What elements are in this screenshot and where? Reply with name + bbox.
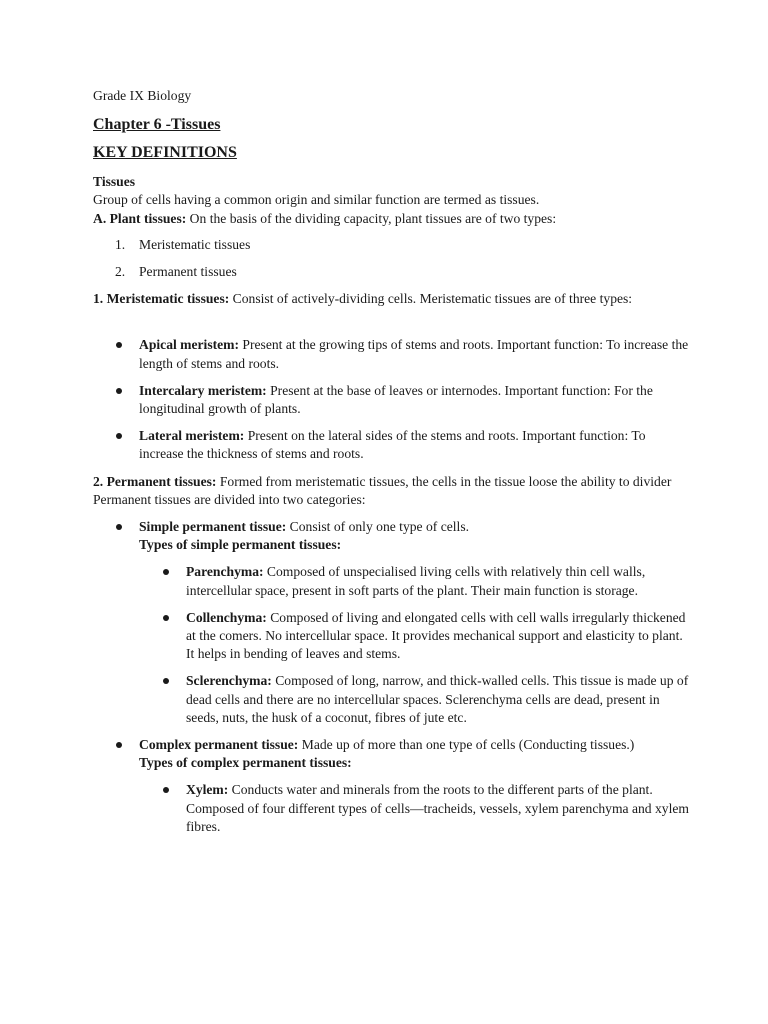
list-number: 1. xyxy=(115,236,126,252)
permanent-label: 2. Permanent tissues: xyxy=(93,473,217,489)
bullet-icon xyxy=(116,342,122,348)
bullet-icon xyxy=(116,524,122,530)
bullet-icon xyxy=(163,678,169,684)
item-label: Parenchyma: xyxy=(186,564,264,580)
list-item xyxy=(93,336,693,372)
list-item-text: Permanent tissues xyxy=(139,264,237,280)
item-text: Composed of living and elongated cells with cell walls irregularly thickened at the comers. No intercellular space. It provides mechanical support and elasticity to plant. It helps in bending of leaves and stems. xyxy=(186,609,686,662)
list-item xyxy=(93,563,693,599)
item-text: Present on the lateral sides of the stems and roots. Important function: To increase the thickness of stems and roots. xyxy=(139,428,646,462)
bullet-icon xyxy=(116,742,122,748)
bullet-icon xyxy=(116,388,122,394)
item-label: Sclerenchyma: xyxy=(186,673,272,689)
item-label: Intercalary meristem: xyxy=(139,382,267,398)
list-item xyxy=(93,736,693,772)
list-item xyxy=(93,236,693,254)
meristematic-text: Consist of actively-dividing cells. Meristematic tissues are of three types: xyxy=(229,291,633,307)
permanent-paragraph xyxy=(93,473,693,509)
item-text: Conducts water and minerals from the roots to the different parts of the plant. xyxy=(228,782,653,798)
complex-tissue-list xyxy=(93,781,693,836)
item-text: Composed of long, narrow, and thick-walled cells. This tissue is made up of dead cells and there are no intercellular spaces. Sclerenchyma cells are dead, present in seeds, nuts, the husk of a coconut, fibres of jute etc. xyxy=(186,673,689,725)
permanent-list xyxy=(93,518,693,554)
meristem-list xyxy=(93,336,693,463)
item-label: Xylem: xyxy=(186,782,229,798)
meristematic-label: 1. Meristematic tissues: xyxy=(93,291,230,307)
item-label: Simple permanent tissue: xyxy=(139,519,287,535)
list-item xyxy=(93,672,693,727)
item-text: Composed of unspecialised living cells with relatively thin cell walls, intercellular space, present in soft parts of the plant. Their main function is storage. xyxy=(186,564,646,598)
item-label: Collenchyma: xyxy=(186,609,267,625)
meristematic-paragraph xyxy=(93,290,693,308)
bullet-icon xyxy=(163,787,169,793)
tissues-heading: Tissues xyxy=(93,174,136,190)
complex-types-heading: Types of complex permanent tissues: xyxy=(139,755,352,771)
permanent-text: Formed from meristematic tissues, the cells in the tissue loose the ability to divider Permanent tissues are divided into two categories: xyxy=(93,473,672,507)
plant-tissues-paragraph xyxy=(93,210,693,228)
item-text: Present at the base of leaves or internodes. Important function: For the longitudinal growth of plants. xyxy=(139,382,653,417)
tissues-definition: Group of cells having a common origin and similar function are termed as tissues. xyxy=(93,192,540,208)
list-item xyxy=(93,382,693,418)
bullet-icon xyxy=(163,615,169,621)
list-item-text: Meristematic tissues xyxy=(139,236,251,252)
document-body xyxy=(93,87,693,836)
plant-tissue-types-list xyxy=(93,236,693,281)
bullet-icon xyxy=(163,569,169,575)
item-extra-text: Composed of four different types of cells—tracheids, vessels, xylem parenchyma and xylem fibres. xyxy=(186,800,689,834)
simple-tissue-list xyxy=(93,563,693,727)
list-item xyxy=(93,609,693,664)
bullet-icon xyxy=(116,433,122,439)
list-item xyxy=(93,427,693,463)
item-label: Apical meristem: xyxy=(139,337,240,353)
list-item xyxy=(93,263,693,281)
list-item xyxy=(93,781,693,836)
item-label: Complex permanent tissue: xyxy=(139,737,299,753)
list-item xyxy=(93,518,693,554)
plant-tissues-text: On the basis of the dividing capacity, plant tissues are of two types: xyxy=(186,210,557,226)
chapter-title: Chapter 6 -Tissues xyxy=(93,116,221,134)
key-definitions-heading: KEY DEFINITIONS xyxy=(93,144,237,162)
item-text: Present at the growing tips of stems and roots. Important function: To increase the length of stems and roots. xyxy=(139,337,689,371)
item-text: Made up of more than one type of cells (Conducting tissues.) xyxy=(298,737,635,753)
plant-tissues-label: A. Plant tissues: xyxy=(93,210,187,226)
complex-list xyxy=(93,736,693,772)
grade-label: Grade IX Biology xyxy=(93,88,192,103)
list-number: 2. xyxy=(115,264,126,280)
item-label: Lateral meristem: xyxy=(139,428,245,444)
item-text: Consist of only one type of cells. xyxy=(286,519,470,535)
simple-types-heading: Types of simple permanent tissues: xyxy=(139,537,342,553)
